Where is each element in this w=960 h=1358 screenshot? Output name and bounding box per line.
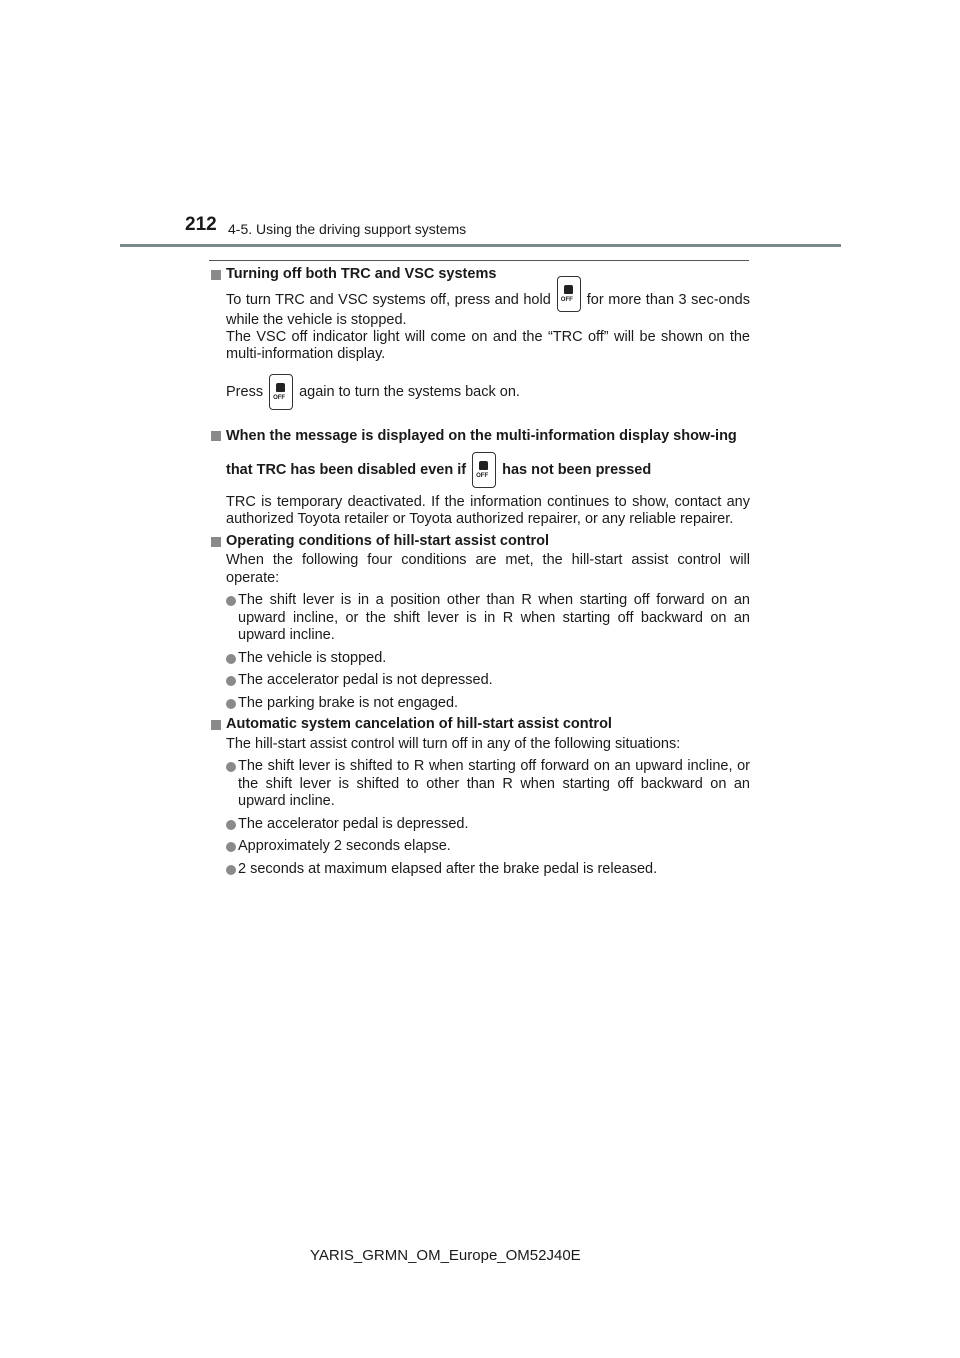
bullet-icon (226, 820, 236, 830)
bullet-icon (226, 762, 236, 772)
square-bullet-icon (211, 720, 221, 730)
section-body: The hill-start assist control will turn off in any of the following situations: (226, 735, 681, 752)
bullet-icon (226, 865, 236, 875)
bullet-icon (226, 842, 236, 852)
section-title: 4-5. Using the driving support systems (228, 221, 467, 237)
vsc-off-button-icon: OFF (472, 452, 496, 488)
list-item: The accelerator pedal is depressed. (210, 816, 750, 834)
list-item: The vehicle is stopped. (210, 650, 750, 668)
bullet-icon (226, 596, 236, 606)
list-item: The accelerator pedal is not depressed. (210, 672, 750, 690)
section-heading: Automatic system cancelation of hill-start assist control (210, 716, 750, 734)
section-divider (209, 260, 749, 261)
section-heading: When the message is displayed on the multi-information display show-ing that TRC has been disabled even if OFF has not been pressed (210, 420, 750, 488)
square-bullet-icon (211, 270, 221, 280)
section-body: To turn TRC and VSC systems off, press and hold OFF for more than 3 sec-onds while the vehicle is stopped. The VSC off indicator light will come on and the “TRC off” will be shown on the multi-information display. Press OFF again to turn the systems back on. (210, 288, 750, 410)
list-item: The shift lever is in a position other than R when starting off forward on an upward incline, or the shift lever is in R when starting off backward on an upward incline. (210, 592, 750, 645)
section-heading: Operating conditions of hill-start assist control (210, 533, 750, 551)
section-heading: Turning off both TRC and VSC systems (210, 266, 750, 284)
list-item: The shift lever is shifted to R when starting off forward on an upward incline, or the shift lever is shifted to other than R when starting off backward on an upward incline. (210, 758, 750, 811)
list-item: The parking brake is not engaged. (210, 695, 750, 713)
square-bullet-icon (211, 431, 221, 441)
vsc-off-button-icon: OFF (269, 374, 293, 410)
page-number: 212 (185, 214, 217, 235)
section-body: TRC is temporary deactivated. If the information continues to show, contact any authorized Toyota retailer or Toyota authorized repairer, or any reliable repairer. (226, 493, 750, 527)
bullet-icon (226, 699, 236, 709)
bullet-icon (226, 654, 236, 664)
page-content (210, 266, 750, 878)
bullet-icon (226, 676, 236, 686)
header-divider (120, 244, 841, 247)
vsc-off-button-icon: OFF (557, 276, 581, 312)
list-item: 2 seconds at maximum elapsed after the brake pedal is released. (210, 861, 750, 879)
document-id: YARIS_GRMN_OM_Europe_OM52J40E (310, 1247, 581, 1264)
list-item: Approximately 2 seconds elapse. (210, 838, 750, 856)
section-body: When the following four conditions are met, the hill-start assist control will operate: (226, 552, 750, 586)
square-bullet-icon (211, 537, 221, 547)
